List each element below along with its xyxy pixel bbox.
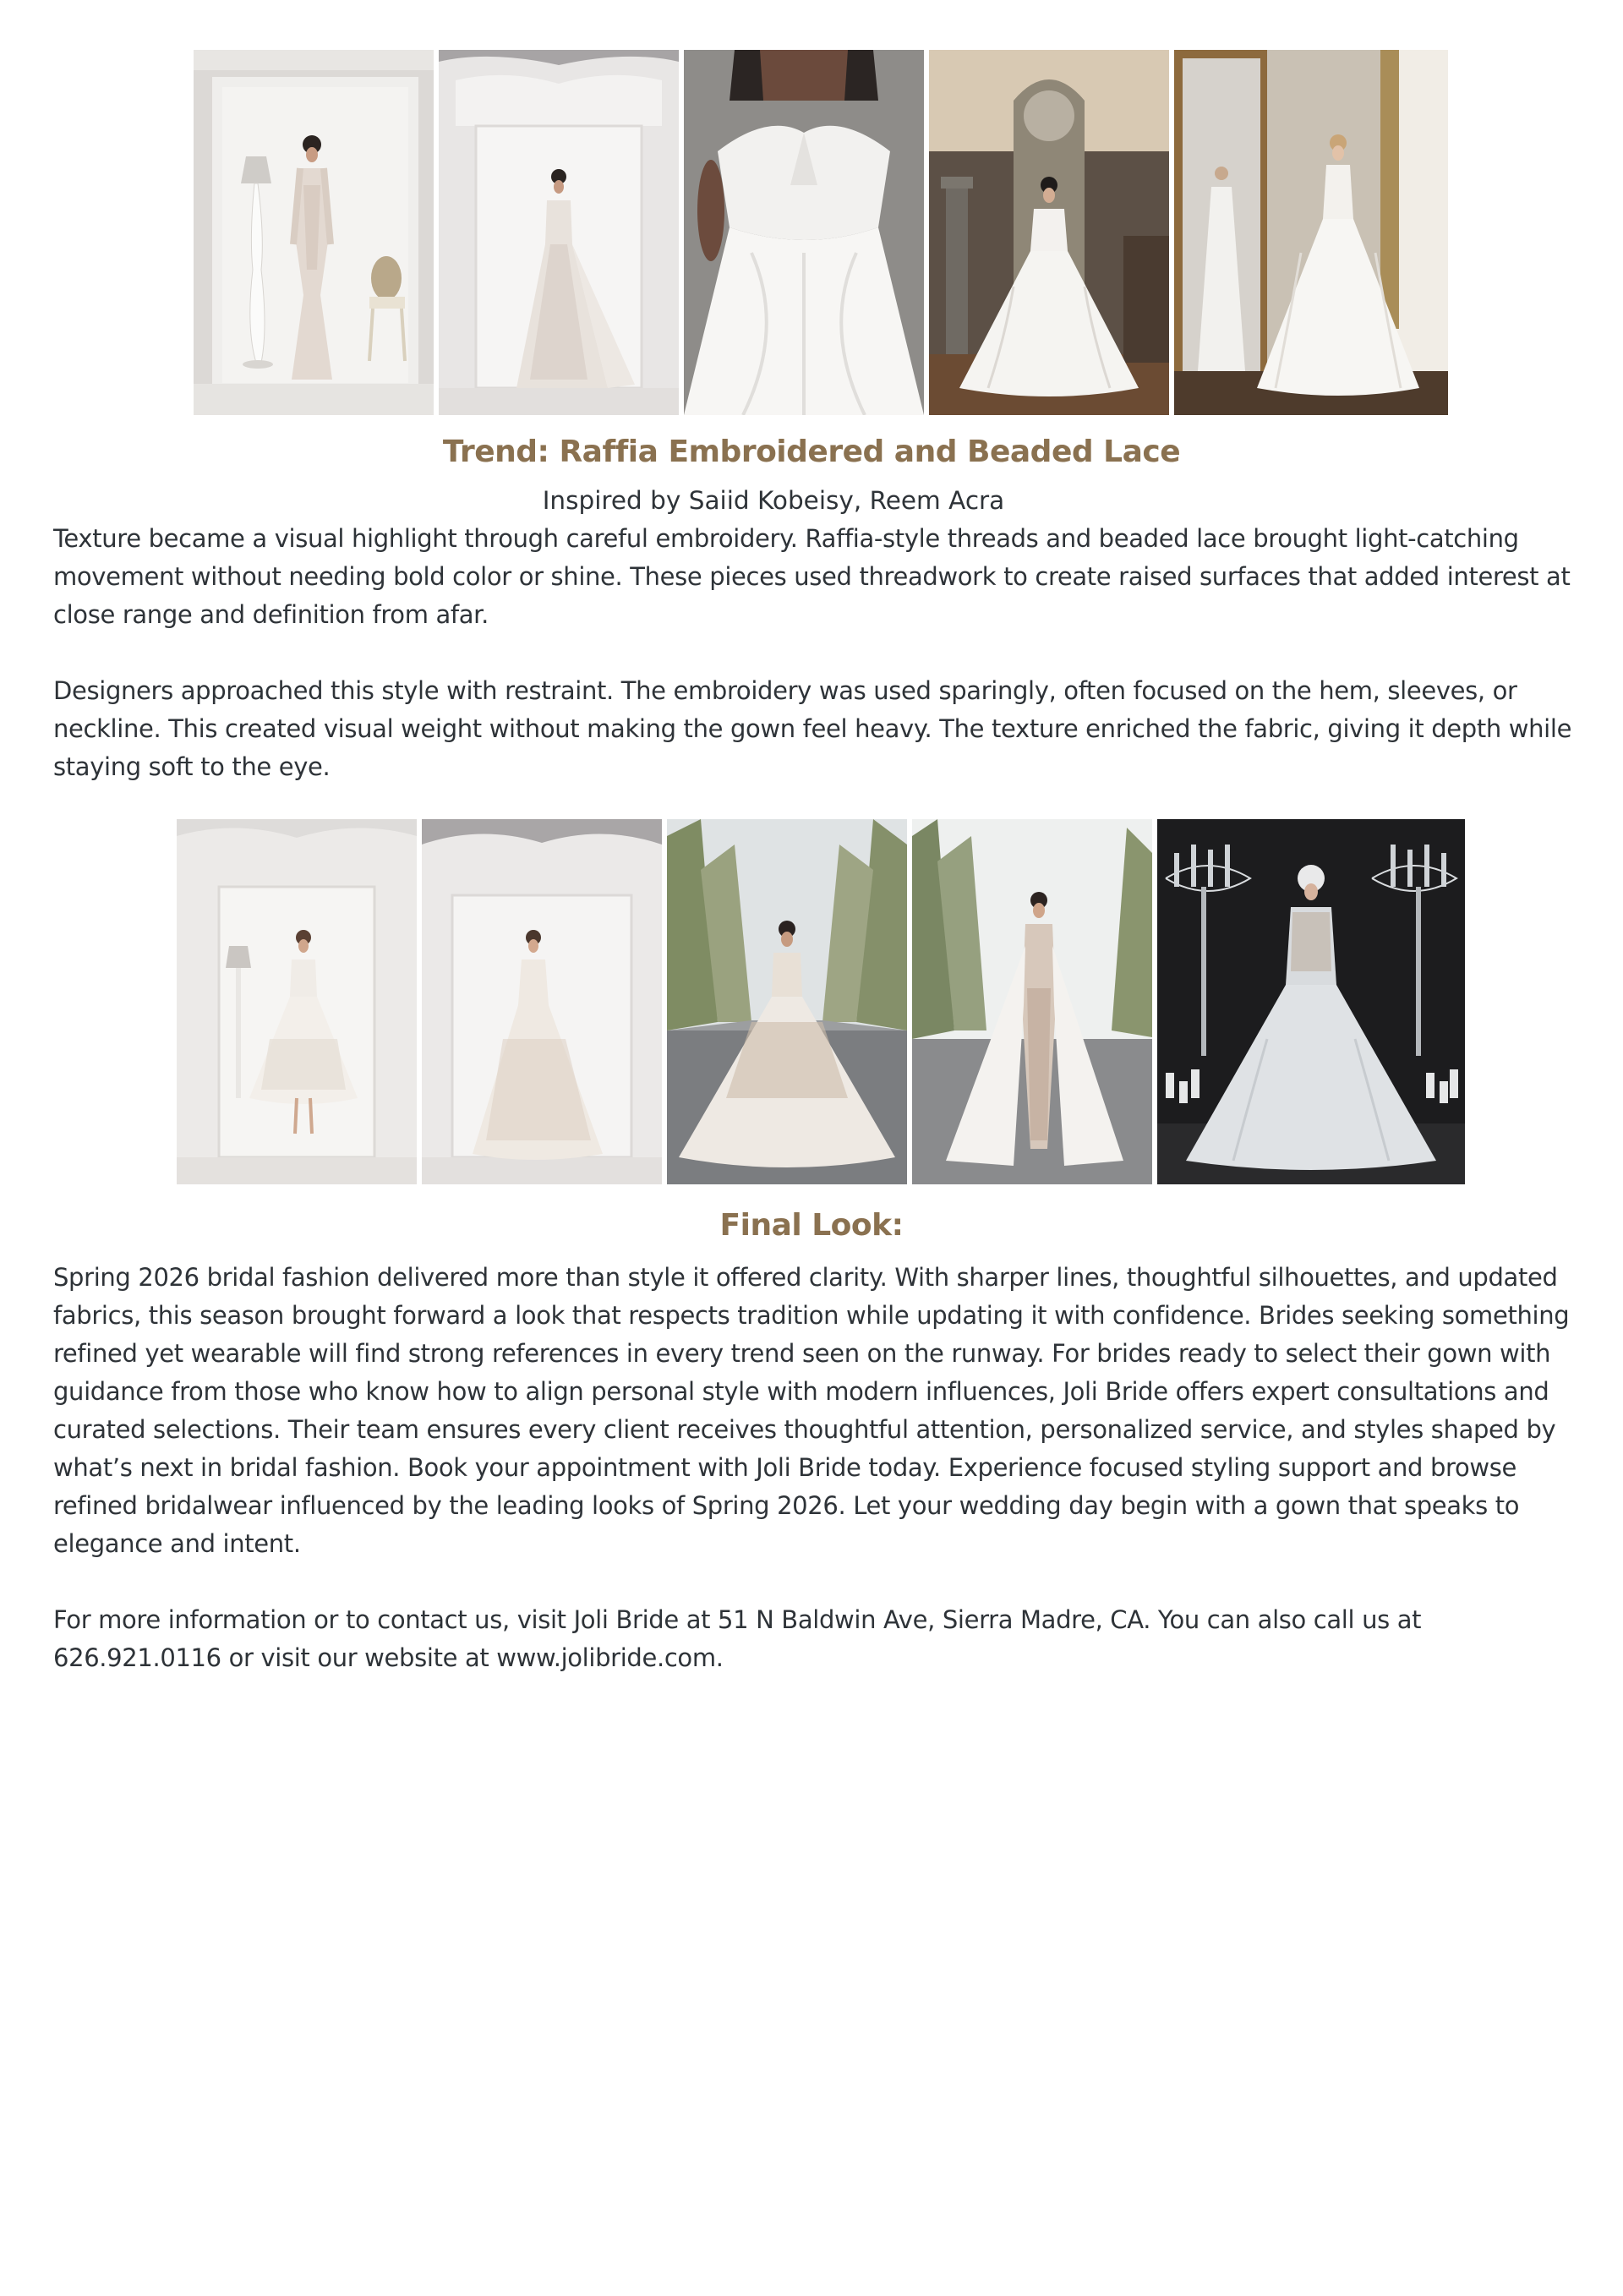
trend-inspired-by: Inspired by Saiid Kobeisy, Reem Acra	[542, 486, 1005, 515]
contact-paragraph: For more information or to contact us, visit Joli Bride at 51 N Baldwin Ave, Sierra Madre, CA. You can also call us at 626.921.0116 or visit our website at www.jolibride.com.	[53, 1605, 1422, 1672]
trend-paragraph: Texture became a visual highlight through careful embroidery. Raffia-style threads and beaded lace brought light-catching movement without needing bold color or shine. These pieces used threadwork to create raised surfaces that added interest at close range and definition from afar.	[53, 524, 1571, 629]
trend-paragraph: Designers approached this style with restraint. The embroidery was used sparingly, often focused on the hem, sleeves, or neckline. This created visual weight without making the gown feel heavy. The texture enriched the fabric, giving it depth while staying soft to the eye.	[53, 676, 1572, 781]
gown-photo	[912, 819, 1152, 1184]
gown-photo	[929, 50, 1169, 415]
gown-photo	[422, 819, 662, 1184]
trend-title: Trend: Raffia Embroidered and Beaded Lace	[442, 435, 1181, 469]
gown-photo	[684, 50, 924, 415]
photo-strip-bottom	[177, 819, 1465, 1184]
gown-photo	[667, 819, 907, 1184]
gown-photo	[177, 819, 417, 1184]
gown-photo	[1157, 819, 1465, 1184]
gown-photo	[194, 50, 434, 415]
photo-strip-top	[194, 50, 1448, 415]
gown-photo	[439, 50, 679, 415]
gown-photo	[1174, 50, 1448, 415]
final-title: Final Look:	[719, 1208, 904, 1243]
final-paragraph: Spring 2026 bridal fashion delivered more than style it offered clarity. With sharper lines, thoughtful silhouettes, and updated fabrics, this season brought forward a look that respects tradition while updating it with confidence. Brides seeking something refined yet wearable will find strong references in every trend seen on the runway. For brides ready to select their gown with guidance from those who know how to align personal style with modern influences, Joli Bride offers expert consultations and curated selections. Their team ensures every client receives thoughtful attention, personalized service, and styles shaped by what’s next in bridal fashion. Book your appointment with Joli Bride today. Experience focused styling support and browse refined bridalwear influenced by the leading looks of Spring 2026. Let your wedding day begin with a gown that speaks to elegance and intent.	[53, 1263, 1570, 1558]
